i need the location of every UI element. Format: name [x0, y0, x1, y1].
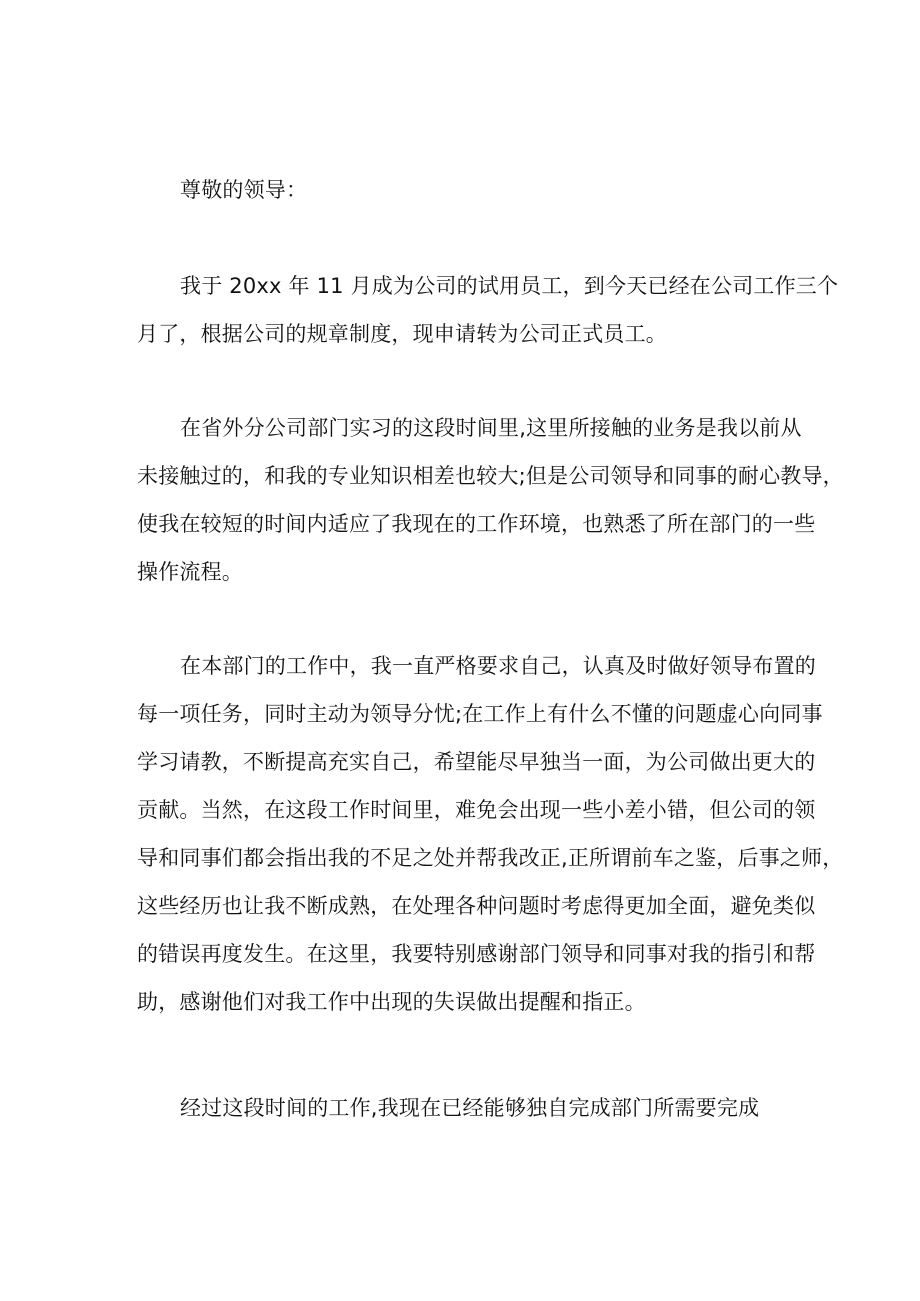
paragraph-line: 每一项任务，同时主动为领导分忧;在工作上有什么不懂的问题虚心向同事 [137, 702, 823, 726]
paragraph-line: 使我在较短的时间内适应了我现在的工作环境，也熟悉了所在部门的一些 [137, 512, 816, 536]
paragraph-line: 的错误再度发生。在这里，我要特别感谢部门领导和同事对我的指引和帮 [137, 942, 816, 966]
paragraph-line: 导和同事们都会指出我的不足之处并帮我改正,正所谓前车之鉴，后事之师， [137, 846, 844, 870]
paragraph-line: 我于 20xx 年 11 月成为公司的试用员工，到今天已经在公司工作三个 [180, 274, 839, 298]
paragraph-line: 助，感谢他们对我工作中出现的失误做出提醒和指正。 [137, 990, 646, 1014]
paragraph-line: 学习请教，不断提高充实自己，希望能尽早独当一面，为公司做出更大的 [137, 750, 816, 774]
paragraph-line: 贡献。当然，在这段工作时间里，难免会出现一些小差小错，但公司的领 [137, 798, 816, 822]
paragraph-line: 月了，根据公司的规章制度，现申请转为公司正式员工。 [137, 322, 667, 346]
salutation: 尊敬的领导： [180, 178, 308, 202]
paragraph-line: 经过这段时间的工作,我现在已经能够独自完成部门所需要完成 [180, 1096, 760, 1120]
paragraph-line: 未接触过的，和我的专业知识相差也较大;但是公司领导和同事的耐心教导， [137, 464, 844, 488]
paragraph-line: 操作流程。 [137, 560, 243, 584]
paragraph-line: 在省外分公司部门实习的这段时间里,这里所接触的业务是我以前从 [180, 416, 802, 440]
paragraph-line: 这些经历也让我不断成熟，在处理各种问题时考虑得更加全面，避免类似 [137, 894, 816, 918]
paragraph-line: 在本部门的工作中，我一直严格要求自己，认真及时做好领导布置的 [180, 654, 816, 678]
